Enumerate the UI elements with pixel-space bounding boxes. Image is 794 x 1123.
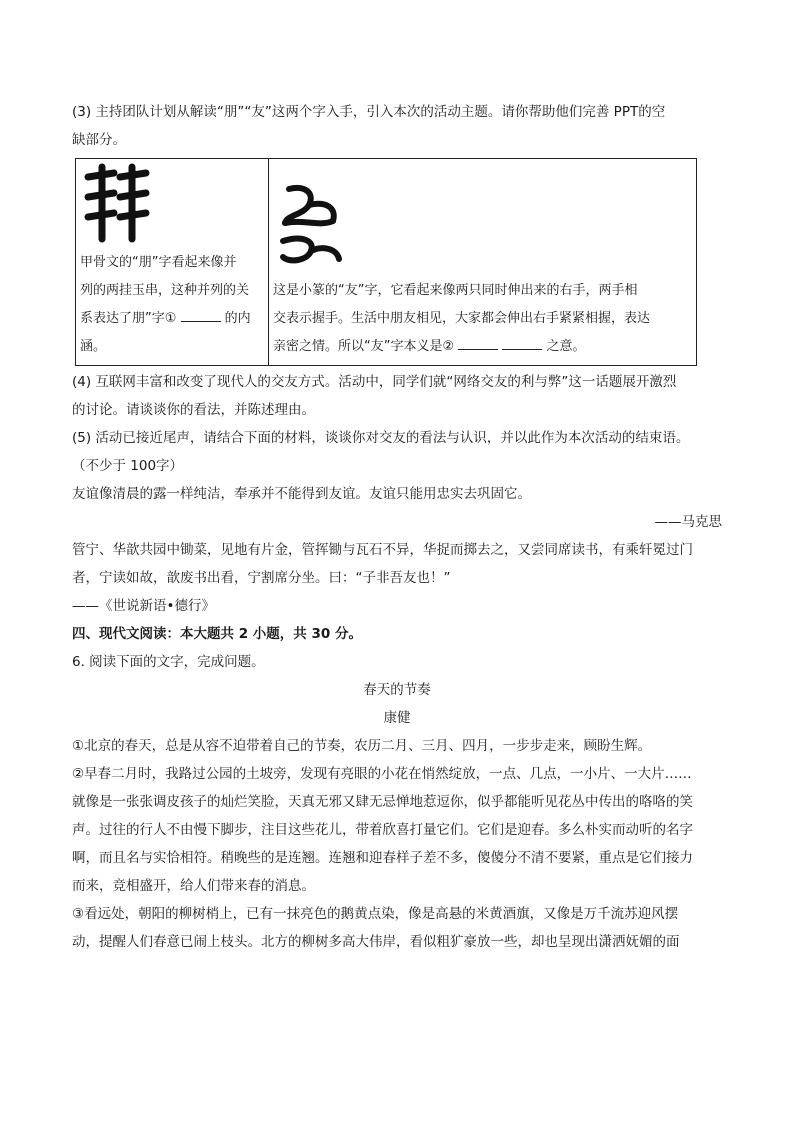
document-page — [72, 98, 722, 956]
answer-blank-2b[interactable] — [502, 335, 542, 350]
you-text-3 — [273, 333, 690, 361]
peng-text-3b: 的内 — [224, 311, 251, 326]
ppt-cell-you — [269, 159, 697, 366]
answer-blank-2a[interactable] — [458, 335, 498, 350]
xiaozhuan-you-glyph — [275, 179, 347, 269]
peng-text-4: 涵。 — [80, 339, 107, 354]
question-5-line-2: （不少于 100字） — [72, 458, 184, 474]
peng-text-2: 列的两挂玉串，这种并列的关 — [80, 283, 250, 298]
article-paragraph-3-line-1: ③看远处，朝阳的柳树梢上，已有一抹亮色的鹅黄点染，像是高悬的米黄酒旗，又像是万千流苏迎风摆 — [72, 906, 679, 922]
article-paragraph-2-line-1: ②早春二月时，我路过公园的土坡旁，发现有亮眼的小花在悄然绽放，一点、几点，一小片、一大片…… — [72, 766, 692, 782]
peng-text-1: 甲骨文的“朋”字看起来像并 — [80, 255, 237, 270]
question-4-line-1: (4) 互联网丰富和改变了现代人的交友方式。活动中，同学们就“网络交友的利与弊”这一话题展开激烈 — [72, 374, 677, 390]
question-3-line-1: (3) 主持团队计划从解读“朋”“友”这两个字入手，引入本次的活动主题。请你帮助他们完善 PPT的空 — [72, 104, 666, 120]
you-text-2: 交表示握手。生活中朋友相见，大家都会伸出右手紧紧相握，表达 — [273, 311, 651, 326]
article-paragraph-2-line-5: 而来，竞相盛开，给人们带来春的消息。 — [72, 878, 315, 894]
ppt-table — [75, 158, 697, 366]
jiaguwen-peng-glyph — [82, 163, 152, 243]
article-paragraph-3-line-2: 动，提醒人们春意已闹上枝头。北方的柳树多高大伟岸，看似粗犷豪放一些，却也呈现出潇洒妩媚的面 — [72, 934, 680, 950]
peng-text-3a: 系表达了朋”字① — [80, 311, 177, 326]
question-5-line-1: (5) 活动已接近尾声，请结合下面的材料，谈谈你对交友的看法与认识，并以此作为本次活动的结束语。 — [72, 430, 690, 446]
you-text-3a: 亲密之情。所以“友”字本义是② — [273, 339, 455, 354]
question-4-line-2: 的讨论。请谈谈你的看法，并陈述理由。 — [72, 402, 315, 418]
ppt-cell-peng — [76, 159, 269, 366]
article-paragraph-2-line-3: 声。过往的行人不由慢下脚步，注目这些花儿，带着欣喜打量它们。它们是迎春。多么朴实而动听的名字 — [72, 822, 693, 838]
section-4-heading: 四、现代文阅读：本大题共 2 小题，共 30 分。 — [72, 626, 362, 642]
material-story-line-2: 者，宁读如故，歆废书出看，宁割席分坐。曰：“子非吾友也！” — [72, 570, 451, 586]
material-quote: 友谊像清晨的露一样纯洁，奉承并不能得到友谊。友谊只能用忠实去巩固它。 — [72, 486, 531, 502]
answer-blank-1[interactable] — [181, 307, 221, 322]
peng-text-3 — [80, 305, 262, 333]
you-text-1: 这是小篆的“友”字，它看起来像两只同时伸出来的右手，两手相 — [273, 283, 638, 298]
article-author: 康健 — [383, 710, 411, 726]
you-text-3b: 之意。 — [546, 339, 586, 354]
article-paragraph-2-line-2: 就像是一张张调皮孩子的灿烂笑脸，天真无邪又肆无忌惮地惹逗你，似乎都能听见花丛中传出的咯咯的笑 — [72, 794, 693, 810]
article-paragraph-2-line-4: 啊，而且名与实恰相符。稍晚些的是连翘。连翘和迎春样子差不多，傻傻分不清不要紧，重点是它们接力 — [72, 850, 693, 866]
article-title: 春天的节奏 — [363, 682, 431, 698]
article-paragraph-1: ①北京的春天，总是从容不迫带着自己的节奏，农历二月、三月、四月，一步步走来，顾盼生辉。 — [72, 738, 652, 754]
material-story-source: ——《世说新语•德行》 — [72, 598, 215, 614]
material-quote-author: ——马克思 — [654, 514, 722, 530]
material-story-line-1: 管宁、华歆共园中锄菜，见地有片金，管挥锄与瓦石不异，华捉而掷去之，又尝同席读书，有乘轩冕过门 — [72, 542, 693, 558]
question-3-line-2: 缺部分。 — [72, 132, 126, 148]
question-6-prompt: 6. 阅读下面的文字，完成问题。 — [72, 654, 265, 670]
